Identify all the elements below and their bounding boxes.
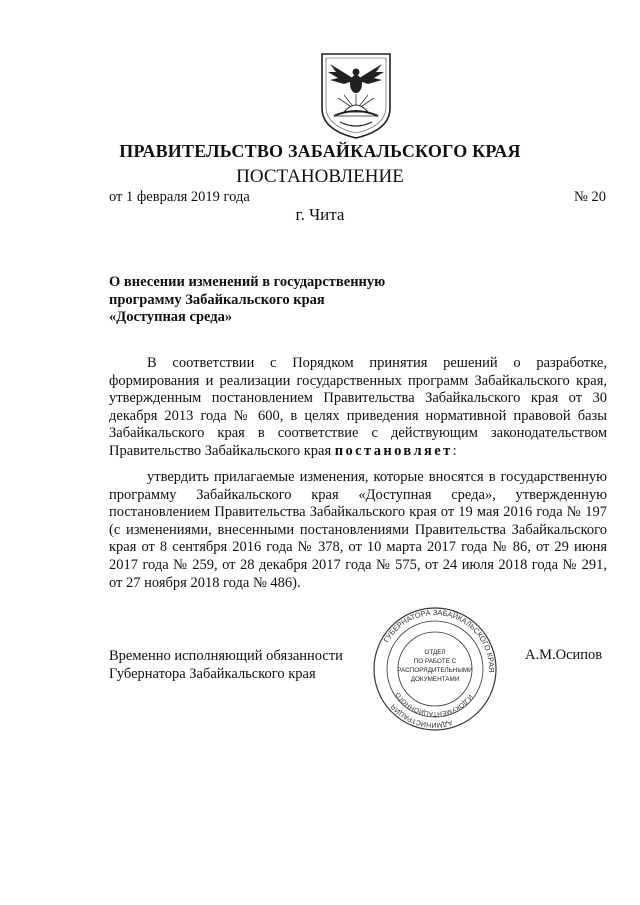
document-city: г. Чита bbox=[295, 205, 345, 224]
stamp-left-text: АДМИНИСТРАЦИЯ bbox=[389, 702, 453, 729]
signatory-position bbox=[109, 647, 343, 683]
stamp-center-line: РАСПОРЯДИТЕЛЬНЫМИ bbox=[397, 667, 473, 674]
subject-line: О внесении изменений в государственную bbox=[109, 274, 386, 290]
document-type: ПОСТАНОВЛЕНИЕ bbox=[236, 166, 404, 187]
stamp-outer-text: ГУБЕРНАТОРА ЗАБАЙКАЛЬСКОГО КРАЯ bbox=[381, 607, 497, 673]
stamp-inner-text: И ДОКУМЕНТАЦИОННОГО bbox=[394, 690, 474, 718]
subject-line: программу Забайкальского края bbox=[109, 291, 325, 308]
decree-word: постановляет bbox=[334, 442, 453, 459]
body-paragraph-decision: утвердить прилагаемые изменения, которые вносятся в государственную программу Забайкальского края «Доступная среда», утвержденную постановлением Правительства Забайкальского края от 19 мая 2016 года № 197 (с изменениями, внесенными постановлениями Правительства Забайкальского края от 8 сентября 2016 года № 378, от 10 марта 2017 года № 86, от 29 июня 2017 года № 259, от 28 декабря 2017 года № 575, от 24 июля 2018 года № 291, от 27 ноября 2018 года № 486). bbox=[109, 469, 607, 591]
official-stamp bbox=[372, 606, 498, 732]
preamble-text: В соответствии с Порядком принятия решений о разработке, формирования и реализации государственных программ Забайкальского края, утвержденным постановлением Правительства Забайкальского края от 30 декабря 2013 года № 600, в целях приведения нормативной правовой базы Забайкальского края в соответствие с действующим законодательством Правительство Забайкальского края bbox=[109, 355, 607, 459]
document-subject bbox=[109, 274, 439, 327]
position-line: Губернатора Забайкальского края bbox=[109, 666, 316, 682]
subject-line: «Доступная среда» bbox=[109, 309, 233, 325]
signatory-name: А.М.Осипов bbox=[525, 647, 603, 663]
stamp-center-line: ОТДЕЛ bbox=[424, 649, 446, 656]
document-number: № 20 bbox=[574, 189, 606, 205]
coat-of-arms-icon bbox=[318, 50, 394, 140]
stamp-center-line: ПО РАБОТЕ С bbox=[413, 658, 457, 665]
document-date: от 1 февраля 2019 года bbox=[109, 189, 250, 205]
body-paragraph-preamble bbox=[109, 355, 607, 461]
government-title: ПРАВИТЕЛЬСТВО ЗАБАЙКАЛЬСКОГО КРАЯ bbox=[119, 141, 521, 161]
stamp-center-line: ДОКУМЕНТАМИ bbox=[410, 676, 460, 683]
position-line: Временно исполняющий обязанности bbox=[109, 648, 343, 664]
preamble-end: : bbox=[452, 442, 457, 459]
